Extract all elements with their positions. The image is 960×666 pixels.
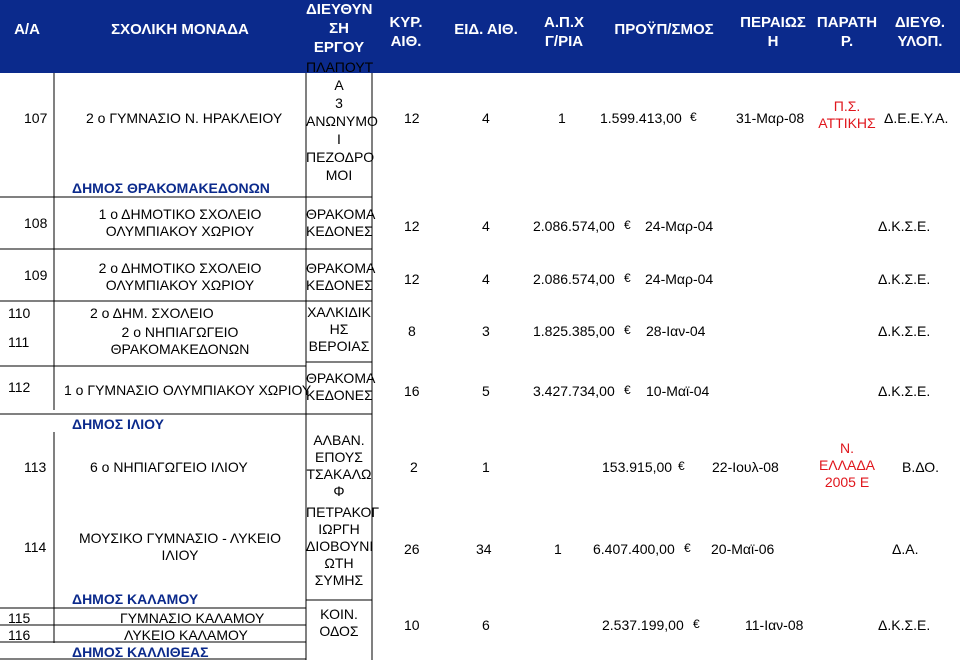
row-111-budget: 1.825.385,00: [533, 323, 615, 339]
row-111-eid: 3: [482, 323, 490, 339]
row-107-aa: 107: [24, 110, 48, 126]
row-113-aa: 113: [24, 459, 47, 475]
row-108-school: 1 ο ΔΗΜΟΤΙΚΟ ΣΧΟΛΕΙΟ ΟΛΥΜΠΙΑΚΟΥ ΧΩΡΙΟΥ: [98, 206, 262, 239]
row-111-direction: Δ.Κ.Σ.Ε.: [878, 323, 931, 339]
row-110-school: 2 ο ΔΗΜ. ΣΧΟΛΕΙΟ: [90, 305, 214, 321]
row-113-school: 6 ο ΝΗΠΙΑΓΩΓΕΙΟ ΙΛΙΟΥ: [90, 459, 248, 475]
row-113-delivery: Ν. ΕΛΛΑΔΑ 2005 Ε: [818, 440, 876, 490]
row-108-direction: Δ.Κ.Σ.Ε.: [878, 218, 931, 234]
row-108-completion: 24-Μαρ-04: [645, 218, 714, 234]
municipality-heading: ΔΗΜΟΣ ΚΑΛΛΙΘΕΑΣ: [72, 644, 209, 660]
row-115-eid: 6: [482, 617, 490, 633]
municipality-heading: ΔΗΜΟΣ ΚΑΛΑΜΟΥ: [72, 591, 199, 607]
row-114-direction: Δ.Α.: [892, 541, 919, 557]
row-109-eid: 4: [482, 271, 490, 287]
row-108-kyr: 12: [404, 218, 420, 234]
row-111-euro: €: [624, 323, 631, 337]
row-115-aa: 115: [8, 610, 31, 626]
row-113-euro: €: [678, 459, 685, 473]
row-109-supervision: ΘΡΑΚΟΜΑ ΚΕΔΟΝΕΣ: [306, 260, 376, 293]
row-115-supervision: ΚΟΙΝ. ΟΔΟΣ: [319, 606, 359, 639]
row-107-school: 2 ο ΓΥΜΝΑΣΙΟ Ν. ΗΡΑΚΛΕΙΟΥ: [86, 110, 283, 126]
row-107-eid: 4: [482, 110, 490, 126]
row-112-aa: 112: [8, 379, 31, 395]
row-109-school: 2 ο ΔΗΜΟΤΙΚΟ ΣΧΟΛΕΙΟ ΟΛΥΜΠΙΑΚΟΥ ΧΩΡΙΟΥ: [98, 260, 262, 293]
municipality-heading: ΔΗΜΟΣ ΘΡΑΚΟΜΑΚΕΔΟΝΩΝ: [72, 180, 270, 196]
row-107-delivery: Π.Σ. ΑΤΤΙΚΗΣ: [818, 98, 876, 131]
row-112-eid: 5: [482, 383, 490, 399]
row-114-completion: 20-Μαϊ-06: [711, 541, 775, 557]
row-111-kyr: 8: [408, 323, 416, 339]
row-115-euro: €: [693, 617, 700, 631]
row-113-eid: 1: [482, 459, 490, 475]
row-112-direction: Δ.Κ.Σ.Ε.: [878, 383, 931, 399]
row-113-completion: 22-Ιουλ-08: [712, 459, 779, 475]
row-114-budget: 6.407.400,00: [593, 541, 675, 557]
row-109-completion: 24-Μαρ-04: [645, 271, 714, 287]
row-107-completion: 31-Μαρ-08: [736, 110, 805, 126]
row-115-school: ΓΥΜΝΑΣΙΟ ΚΑΛΑΜΟΥ: [120, 610, 265, 626]
row-107-direction: Δ.Ε.Ε.Υ.Α.: [884, 110, 949, 126]
row-115-kyr: 10: [404, 617, 420, 633]
row-116-aa: 116: [8, 627, 31, 643]
row-114-eid: 34: [476, 541, 492, 557]
header-direction: ΔΙΕΥΘ. ΥΛΟΠ.: [894, 14, 946, 50]
row-112-school: 1 ο ΓΥΜΝΑΣΙΟ ΟΛΥΜΠΙΑΚΟΥ ΧΩΡΙΟΥ: [64, 382, 312, 398]
row-108-eid: 4: [482, 218, 490, 234]
row-113-budget: 153.915,00: [602, 459, 673, 475]
row-115-completion: 11-Ιαν-08: [745, 617, 804, 633]
row-107-apx: 1: [558, 110, 566, 126]
row-111-supervision: ΧΑΛΚΙΔΙΚ ΗΣ ΒΕΡΟΙΑΣ: [307, 304, 371, 354]
header-eid: ΕΙΔ. ΑΙΘ.: [454, 21, 518, 38]
header-delivery: ΠΑΡΑΤΗ Ρ.: [816, 14, 878, 50]
row-111-school: 2 ο ΝΗΠΙΑΓΩΓΕΙΟ ΘΡΑΚΟΜΑΚΕΔΟΝΩΝ: [110, 324, 250, 357]
row-107-kyr: 12: [404, 110, 420, 126]
row-116-school: ΛΥΚΕΙΟ ΚΑΛΑΜΟΥ: [124, 627, 248, 643]
header-supervision: ΔΙΕΥΘΥΝ ΣΗ ΕΡΓΟΥ: [306, 1, 373, 56]
row-112-completion: 10-Μαϊ-04: [646, 383, 710, 399]
row-115-budget: 2.537.199,00: [602, 617, 684, 633]
row-113-supervision: ΑΛΒΑΝ. ΕΠΟΥΣ ΤΣΑΚΑΛΩ Φ: [306, 432, 372, 499]
row-108-aa: 108: [24, 215, 48, 231]
row-114-kyr: 26: [404, 541, 420, 557]
row-108-budget: 2.086.574,00: [533, 218, 615, 234]
row-112-budget: 3.427.734,00: [533, 383, 615, 399]
row-114-school: ΜΟΥΣΙΚΟ ΓΥΜΝΑΣΙΟ - ΛΥΚΕΙΟ ΙΛΙΟΥ: [78, 530, 282, 563]
row-111-completion: 28-Ιαν-04: [646, 323, 706, 339]
row-112-kyr: 16: [404, 383, 420, 399]
municipality-heading: ΔΗΜΟΣ ΙΛΙΟΥ: [72, 416, 164, 432]
header-budget: ΠΡΟΫΠ/ΣΜΟΣ: [614, 21, 714, 38]
row-107-budget: 1.599.413,00: [600, 110, 682, 126]
row-109-budget: 2.086.574,00: [533, 271, 615, 287]
row-109-kyr: 12: [404, 271, 420, 287]
header-aa: Α/Α: [14, 21, 40, 38]
row-113-kyr: 2: [410, 459, 418, 475]
row-113-direction: Β.ΔΟ.: [902, 459, 940, 475]
row-108-supervision: ΘΡΑΚΟΜΑ ΚΕΔΟΝΕΣ: [306, 206, 376, 239]
header-school: ΣΧΟΛΙΚΗ ΜΟΝΑΔΑ: [111, 21, 249, 38]
row-115-direction: Δ.Κ.Σ.Ε.: [878, 617, 931, 633]
row-107-supervision: ΠΛΑΠΟΥΤ Α 3 ΑΝΩΝΥΜΟ Ι ΠΕΖΟΔΡΟ ΜΟΙ: [306, 59, 378, 183]
row-114-apx: 1: [554, 541, 562, 557]
header-kyr: ΚΥΡ. ΑΙΘ.: [389, 14, 423, 50]
row-110-aa: 110: [8, 305, 31, 321]
row-114-supervision: ΠΕΤΡΑΚΟΓ ΙΩΡΓΗ ΔΙΟΒΟΥΝΙ ΩΤΗ ΣΥΜΗΣ: [306, 504, 380, 588]
row-107-euro: €: [690, 110, 697, 124]
row-108-euro: €: [624, 218, 631, 232]
row-109-direction: Δ.Κ.Σ.Ε.: [878, 271, 931, 287]
row-112-supervision: ΘΡΑΚΟΜΑ ΚΕΔΟΝΕΣ: [306, 370, 376, 403]
row-112-euro: €: [624, 383, 631, 397]
header-apx: Α.Π.Χ Γ/ΡΙΑ: [543, 14, 584, 50]
row-114-euro: €: [684, 541, 691, 555]
row-109-aa: 109: [24, 267, 48, 283]
row-109-euro: €: [624, 271, 631, 285]
row-111-aa: 111: [8, 334, 30, 350]
row-114-aa: 114: [24, 539, 47, 555]
header-completion: ΠΕΡΑΙΩΣ Η: [740, 14, 806, 50]
